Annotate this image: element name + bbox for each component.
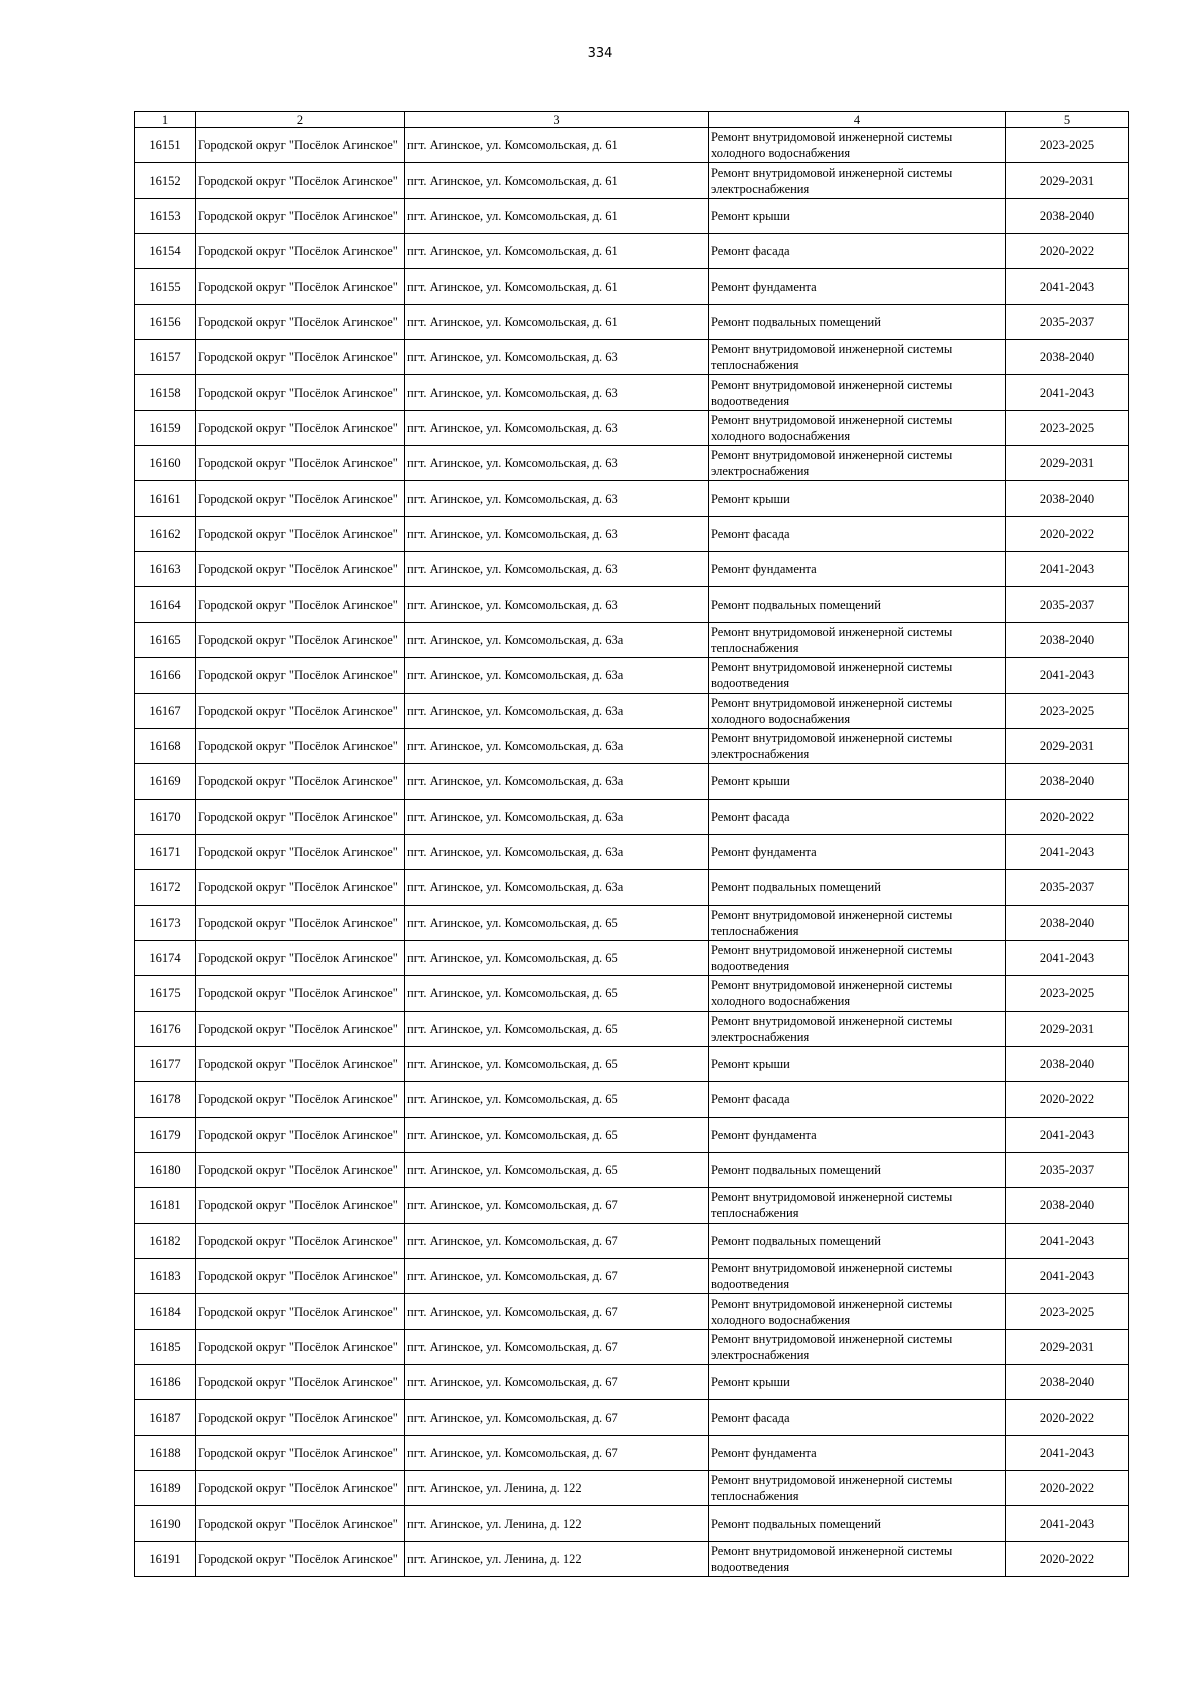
municipality-cell: Городской округ "Посёлок Агинское"	[196, 304, 405, 339]
municipality-cell: Городской округ "Посёлок Агинское"	[196, 340, 405, 375]
table-row	[135, 976, 1129, 1011]
period-cell: 2041-2043	[1006, 375, 1129, 410]
work-type-cell: Ремонт внутридомовой инженерной системы электроснабжения	[709, 1329, 1006, 1364]
work-type-cell: Ремонт внутридомовой инженерной системы водоотведения	[709, 940, 1006, 975]
period-cell: 2038-2040	[1006, 1188, 1129, 1223]
work-type-cell: Ремонт внутридомовой инженерной системы водоотведения	[709, 1541, 1006, 1576]
table-row	[135, 1188, 1129, 1223]
table-row	[135, 1435, 1129, 1470]
municipality-cell: Городской округ "Посёлок Агинское"	[196, 446, 405, 481]
work-type-cell: Ремонт внутридомовой инженерной системы водоотведения	[709, 375, 1006, 410]
period-cell: 2035-2037	[1006, 587, 1129, 622]
row-number-cell: 16189	[135, 1471, 196, 1506]
period-cell: 2038-2040	[1006, 340, 1129, 375]
address-cell: пгт. Агинское, ул. Комсомольская, д. 63а	[405, 658, 709, 693]
period-cell: 2035-2037	[1006, 870, 1129, 905]
municipality-cell: Городской округ "Посёлок Агинское"	[196, 1011, 405, 1046]
page-number: 334	[587, 46, 613, 61]
municipality-cell: Городской округ "Посёлок Агинское"	[196, 1506, 405, 1541]
column-header-3: 3	[405, 112, 709, 128]
work-type-cell: Ремонт внутридомовой инженерной системы электроснабжения	[709, 1011, 1006, 1046]
row-number-cell: 16167	[135, 693, 196, 728]
work-type-cell: Ремонт крыши	[709, 764, 1006, 799]
work-type-cell: Ремонт подвальных помещений	[709, 304, 1006, 339]
work-type-cell: Ремонт крыши	[709, 198, 1006, 233]
period-cell: 2029-2031	[1006, 163, 1129, 198]
row-number-cell: 16166	[135, 658, 196, 693]
work-type-cell: Ремонт внутридомовой инженерной системы теплоснабжения	[709, 905, 1006, 940]
row-number-cell: 16170	[135, 799, 196, 834]
table-row	[135, 1471, 1129, 1506]
municipality-cell: Городской округ "Посёлок Агинское"	[196, 1259, 405, 1294]
period-cell: 2038-2040	[1006, 622, 1129, 657]
row-number-cell: 16160	[135, 446, 196, 481]
table-row	[135, 834, 1129, 869]
address-cell: пгт. Агинское, ул. Комсомольская, д. 61	[405, 128, 709, 163]
table-row	[135, 799, 1129, 834]
table-row	[135, 1294, 1129, 1329]
work-type-cell: Ремонт внутридомовой инженерной системы холодного водоснабжения	[709, 128, 1006, 163]
work-type-cell: Ремонт внутридомовой инженерной системы теплоснабжения	[709, 622, 1006, 657]
period-cell: 2041-2043	[1006, 552, 1129, 587]
table-row	[135, 1011, 1129, 1046]
row-number-cell: 16191	[135, 1541, 196, 1576]
municipality-cell: Городской округ "Посёлок Агинское"	[196, 764, 405, 799]
address-cell: пгт. Агинское, ул. Комсомольская, д. 63а	[405, 799, 709, 834]
address-cell: пгт. Агинское, ул. Комсомольская, д. 63а	[405, 870, 709, 905]
table-row	[135, 1506, 1129, 1541]
period-cell: 2023-2025	[1006, 693, 1129, 728]
municipality-cell: Городской округ "Посёлок Агинское"	[196, 198, 405, 233]
municipality-cell: Городской округ "Посёлок Агинское"	[196, 269, 405, 304]
municipality-cell: Городской округ "Посёлок Агинское"	[196, 1294, 405, 1329]
municipality-cell: Городской округ "Посёлок Агинское"	[196, 375, 405, 410]
period-cell: 2029-2031	[1006, 1011, 1129, 1046]
period-cell: 2029-2031	[1006, 1329, 1129, 1364]
municipality-cell: Городской округ "Посёлок Агинское"	[196, 693, 405, 728]
address-cell: пгт. Агинское, ул. Комсомольская, д. 65	[405, 1046, 709, 1081]
municipality-cell: Городской округ "Посёлок Агинское"	[196, 905, 405, 940]
period-cell: 2029-2031	[1006, 728, 1129, 763]
period-cell: 2041-2043	[1006, 1223, 1129, 1258]
period-cell: 2020-2022	[1006, 1400, 1129, 1435]
row-number-cell: 16155	[135, 269, 196, 304]
work-type-cell: Ремонт подвальных помещений	[709, 1152, 1006, 1187]
period-cell: 2023-2025	[1006, 410, 1129, 445]
address-cell: пгт. Агинское, ул. Комсомольская, д. 61	[405, 163, 709, 198]
municipality-cell: Городской округ "Посёлок Агинское"	[196, 622, 405, 657]
period-cell: 2023-2025	[1006, 1294, 1129, 1329]
row-number-cell: 16182	[135, 1223, 196, 1258]
table-row	[135, 410, 1129, 445]
municipality-cell: Городской округ "Посёлок Агинское"	[196, 1188, 405, 1223]
period-cell: 2038-2040	[1006, 905, 1129, 940]
table-row	[135, 1400, 1129, 1435]
row-number-cell: 16158	[135, 375, 196, 410]
period-cell: 2020-2022	[1006, 1082, 1129, 1117]
row-number-cell: 16177	[135, 1046, 196, 1081]
municipality-cell: Городской округ "Посёлок Агинское"	[196, 481, 405, 516]
row-number-cell: 16164	[135, 587, 196, 622]
table-row	[135, 1365, 1129, 1400]
municipality-cell: Городской округ "Посёлок Агинское"	[196, 234, 405, 269]
table-row	[135, 516, 1129, 551]
row-number-cell: 16186	[135, 1365, 196, 1400]
column-header-4: 4	[709, 112, 1006, 128]
municipality-cell: Городской округ "Посёлок Агинское"	[196, 587, 405, 622]
municipality-cell: Городской округ "Посёлок Агинское"	[196, 1117, 405, 1152]
address-cell: пгт. Агинское, ул. Комсомольская, д. 65	[405, 940, 709, 975]
work-type-cell: Ремонт внутридомовой инженерной системы холодного водоснабжения	[709, 693, 1006, 728]
period-cell: 2038-2040	[1006, 1046, 1129, 1081]
period-cell: 2041-2043	[1006, 269, 1129, 304]
row-number-cell: 16180	[135, 1152, 196, 1187]
work-type-cell: Ремонт внутридомовой инженерной системы холодного водоснабжения	[709, 1294, 1006, 1329]
address-cell: пгт. Агинское, ул. Комсомольская, д. 65	[405, 905, 709, 940]
work-type-cell: Ремонт подвальных помещений	[709, 1506, 1006, 1541]
address-cell: пгт. Агинское, ул. Комсомольская, д. 63	[405, 340, 709, 375]
municipality-cell: Городской округ "Посёлок Агинское"	[196, 940, 405, 975]
municipality-cell: Городской округ "Посёлок Агинское"	[196, 1435, 405, 1470]
table-row	[135, 728, 1129, 763]
address-cell: пгт. Агинское, ул. Комсомольская, д. 63	[405, 587, 709, 622]
row-number-cell: 16159	[135, 410, 196, 445]
work-type-cell: Ремонт внутридомовой инженерной системы холодного водоснабжения	[709, 976, 1006, 1011]
row-number-cell: 16157	[135, 340, 196, 375]
period-cell: 2041-2043	[1006, 1435, 1129, 1470]
address-cell: пгт. Агинское, ул. Комсомольская, д. 65	[405, 1082, 709, 1117]
municipality-cell: Городской округ "Посёлок Агинское"	[196, 976, 405, 1011]
row-number-cell: 16172	[135, 870, 196, 905]
address-cell: пгт. Агинское, ул. Комсомольская, д. 61	[405, 269, 709, 304]
work-type-cell: Ремонт фундамента	[709, 552, 1006, 587]
address-cell: пгт. Агинское, ул. Комсомольская, д. 65	[405, 1011, 709, 1046]
period-cell: 2038-2040	[1006, 1365, 1129, 1400]
address-cell: пгт. Агинское, ул. Комсомольская, д. 63а	[405, 622, 709, 657]
period-cell: 2023-2025	[1006, 976, 1129, 1011]
period-cell: 2020-2022	[1006, 1541, 1129, 1576]
row-number-cell: 16156	[135, 304, 196, 339]
municipality-cell: Городской округ "Посёлок Агинское"	[196, 516, 405, 551]
table-header-row	[135, 112, 1129, 128]
address-cell: пгт. Агинское, ул. Комсомольская, д. 67	[405, 1365, 709, 1400]
work-type-cell: Ремонт крыши	[709, 1046, 1006, 1081]
work-type-cell: Ремонт подвальных помещений	[709, 587, 1006, 622]
address-cell: пгт. Агинское, ул. Комсомольская, д. 67	[405, 1329, 709, 1364]
table-row	[135, 1152, 1129, 1187]
period-cell: 2023-2025	[1006, 128, 1129, 163]
table-row	[135, 622, 1129, 657]
work-type-cell: Ремонт фасада	[709, 1082, 1006, 1117]
period-cell: 2041-2043	[1006, 658, 1129, 693]
period-cell: 2038-2040	[1006, 198, 1129, 233]
municipality-cell: Городской округ "Посёлок Агинское"	[196, 870, 405, 905]
address-cell: пгт. Агинское, ул. Комсомольская, д. 65	[405, 976, 709, 1011]
municipality-cell: Городской округ "Посёлок Агинское"	[196, 1471, 405, 1506]
address-cell: пгт. Агинское, ул. Комсомольская, д. 65	[405, 1152, 709, 1187]
table-row	[135, 481, 1129, 516]
address-cell: пгт. Агинское, ул. Комсомольская, д. 67	[405, 1294, 709, 1329]
address-cell: пгт. Агинское, ул. Комсомольская, д. 61	[405, 198, 709, 233]
work-type-cell: Ремонт подвальных помещений	[709, 870, 1006, 905]
table-row	[135, 1046, 1129, 1081]
period-cell: 2041-2043	[1006, 940, 1129, 975]
address-cell: пгт. Агинское, ул. Комсомольская, д. 61	[405, 304, 709, 339]
work-type-cell: Ремонт фасада	[709, 1400, 1006, 1435]
address-cell: пгт. Агинское, ул. Комсомольская, д. 63	[405, 552, 709, 587]
table-row	[135, 1082, 1129, 1117]
address-cell: пгт. Агинское, ул. Комсомольская, д. 63	[405, 375, 709, 410]
address-cell: пгт. Агинское, ул. Комсомольская, д. 63а	[405, 728, 709, 763]
work-type-cell: Ремонт внутридомовой инженерной системы холодного водоснабжения	[709, 410, 1006, 445]
work-type-cell: Ремонт фасада	[709, 516, 1006, 551]
address-cell: пгт. Агинское, ул. Комсомольская, д. 63а	[405, 834, 709, 869]
municipality-cell: Городской округ "Посёлок Агинское"	[196, 834, 405, 869]
municipality-cell: Городской округ "Посёлок Агинское"	[196, 1082, 405, 1117]
row-number-cell: 16183	[135, 1259, 196, 1294]
address-cell: пгт. Агинское, ул. Комсомольская, д. 67	[405, 1223, 709, 1258]
table-row	[135, 552, 1129, 587]
row-number-cell: 16184	[135, 1294, 196, 1329]
table-row	[135, 1541, 1129, 1576]
row-number-cell: 16187	[135, 1400, 196, 1435]
table-row	[135, 234, 1129, 269]
municipality-cell: Городской округ "Посёлок Агинское"	[196, 1541, 405, 1576]
table-row	[135, 658, 1129, 693]
work-type-cell: Ремонт фасада	[709, 234, 1006, 269]
table-row	[135, 128, 1129, 163]
address-cell: пгт. Агинское, ул. Комсомольская, д. 63а	[405, 693, 709, 728]
address-cell: пгт. Агинское, ул. Комсомольская, д. 67	[405, 1400, 709, 1435]
period-cell: 2020-2022	[1006, 1471, 1129, 1506]
work-type-cell: Ремонт внутридомовой инженерной системы электроснабжения	[709, 728, 1006, 763]
municipality-cell: Городской округ "Посёлок Агинское"	[196, 658, 405, 693]
municipality-cell: Городской округ "Посёлок Агинское"	[196, 728, 405, 763]
table-row	[135, 269, 1129, 304]
row-number-cell: 16174	[135, 940, 196, 975]
row-number-cell: 16173	[135, 905, 196, 940]
municipality-cell: Городской округ "Посёлок Агинское"	[196, 1400, 405, 1435]
row-number-cell: 16163	[135, 552, 196, 587]
address-cell: пгт. Агинское, ул. Комсомольская, д. 63	[405, 516, 709, 551]
work-type-cell: Ремонт внутридомовой инженерной системы водоотведения	[709, 1259, 1006, 1294]
municipality-cell: Городской округ "Посёлок Агинское"	[196, 1152, 405, 1187]
period-cell: 2020-2022	[1006, 516, 1129, 551]
period-cell: 2020-2022	[1006, 234, 1129, 269]
work-type-cell: Ремонт внутридомовой инженерной системы электроснабжения	[709, 163, 1006, 198]
work-type-cell: Ремонт крыши	[709, 481, 1006, 516]
row-number-cell: 16168	[135, 728, 196, 763]
work-type-cell: Ремонт внутридомовой инженерной системы теплоснабжения	[709, 340, 1006, 375]
row-number-cell: 16161	[135, 481, 196, 516]
period-cell: 2041-2043	[1006, 1259, 1129, 1294]
table-row	[135, 446, 1129, 481]
period-cell: 2035-2037	[1006, 1152, 1129, 1187]
row-number-cell: 16169	[135, 764, 196, 799]
work-type-cell: Ремонт подвальных помещений	[709, 1223, 1006, 1258]
work-type-cell: Ремонт фундамента	[709, 834, 1006, 869]
address-cell: пгт. Агинское, ул. Комсомольская, д. 67	[405, 1435, 709, 1470]
period-cell: 2038-2040	[1006, 764, 1129, 799]
row-number-cell: 16188	[135, 1435, 196, 1470]
address-cell: пгт. Агинское, ул. Комсомольская, д. 67	[405, 1259, 709, 1294]
table-row	[135, 1259, 1129, 1294]
municipality-cell: Городской округ "Посёлок Агинское"	[196, 410, 405, 445]
table-row	[135, 940, 1129, 975]
table-row	[135, 1223, 1129, 1258]
column-header-5: 5	[1006, 112, 1129, 128]
period-cell: 2020-2022	[1006, 799, 1129, 834]
address-cell: пгт. Агинское, ул. Комсомольская, д. 67	[405, 1188, 709, 1223]
table-row	[135, 163, 1129, 198]
table-row	[135, 587, 1129, 622]
address-cell: пгт. Агинское, ул. Ленина, д. 122	[405, 1541, 709, 1576]
table-row	[135, 198, 1129, 233]
address-cell: пгт. Агинское, ул. Комсомольская, д. 63а	[405, 764, 709, 799]
table-row	[135, 693, 1129, 728]
column-header-1: 1	[135, 112, 196, 128]
address-cell: пгт. Агинское, ул. Комсомольская, д. 63	[405, 481, 709, 516]
address-cell: пгт. Агинское, ул. Комсомольская, д. 61	[405, 234, 709, 269]
table-row	[135, 905, 1129, 940]
municipality-cell: Городской округ "Посёлок Агинское"	[196, 1329, 405, 1364]
address-cell: пгт. Агинское, ул. Ленина, д. 122	[405, 1471, 709, 1506]
row-number-cell: 16181	[135, 1188, 196, 1223]
table-row	[135, 304, 1129, 339]
work-type-cell: Ремонт фундамента	[709, 1435, 1006, 1470]
row-number-cell: 16179	[135, 1117, 196, 1152]
municipality-cell: Городской округ "Посёлок Агинское"	[196, 1046, 405, 1081]
row-number-cell: 16165	[135, 622, 196, 657]
row-number-cell: 16154	[135, 234, 196, 269]
address-cell: пгт. Агинское, ул. Комсомольская, д. 63	[405, 446, 709, 481]
row-number-cell: 16162	[135, 516, 196, 551]
address-cell: пгт. Агинское, ул. Ленина, д. 122	[405, 1506, 709, 1541]
work-type-cell: Ремонт внутридомовой инженерной системы водоотведения	[709, 658, 1006, 693]
period-cell: 2041-2043	[1006, 1117, 1129, 1152]
municipality-cell: Городской округ "Посёлок Агинское"	[196, 552, 405, 587]
row-number-cell: 16152	[135, 163, 196, 198]
table-row	[135, 340, 1129, 375]
row-number-cell: 16176	[135, 1011, 196, 1046]
work-type-cell: Ремонт внутридомовой инженерной системы теплоснабжения	[709, 1471, 1006, 1506]
row-number-cell: 16171	[135, 834, 196, 869]
table-row	[135, 375, 1129, 410]
municipality-cell: Городской округ "Посёлок Агинское"	[196, 163, 405, 198]
work-type-cell: Ремонт фундамента	[709, 269, 1006, 304]
repair-schedule-table	[134, 111, 1129, 1577]
work-type-cell: Ремонт внутридомовой инженерной системы электроснабжения	[709, 446, 1006, 481]
table-body	[135, 128, 1129, 1577]
row-number-cell: 16190	[135, 1506, 196, 1541]
period-cell: 2038-2040	[1006, 481, 1129, 516]
municipality-cell: Городской округ "Посёлок Агинское"	[196, 1223, 405, 1258]
period-cell: 2041-2043	[1006, 834, 1129, 869]
work-type-cell: Ремонт фундамента	[709, 1117, 1006, 1152]
period-cell: 2041-2043	[1006, 1506, 1129, 1541]
work-type-cell: Ремонт крыши	[709, 1365, 1006, 1400]
row-number-cell: 16185	[135, 1329, 196, 1364]
table-row	[135, 1117, 1129, 1152]
address-cell: пгт. Агинское, ул. Комсомольская, д. 65	[405, 1117, 709, 1152]
table-row	[135, 1329, 1129, 1364]
period-cell: 2035-2037	[1006, 304, 1129, 339]
row-number-cell: 16175	[135, 976, 196, 1011]
row-number-cell: 16151	[135, 128, 196, 163]
address-cell: пгт. Агинское, ул. Комсомольская, д. 63	[405, 410, 709, 445]
table-row	[135, 870, 1129, 905]
row-number-cell: 16178	[135, 1082, 196, 1117]
work-type-cell: Ремонт внутридомовой инженерной системы теплоснабжения	[709, 1188, 1006, 1223]
municipality-cell: Городской округ "Посёлок Агинское"	[196, 799, 405, 834]
municipality-cell: Городской округ "Посёлок Агинское"	[196, 1365, 405, 1400]
column-header-2: 2	[196, 112, 405, 128]
period-cell: 2029-2031	[1006, 446, 1129, 481]
municipality-cell: Городской округ "Посёлок Агинское"	[196, 128, 405, 163]
table-row	[135, 764, 1129, 799]
work-type-cell: Ремонт фасада	[709, 799, 1006, 834]
row-number-cell: 16153	[135, 198, 196, 233]
